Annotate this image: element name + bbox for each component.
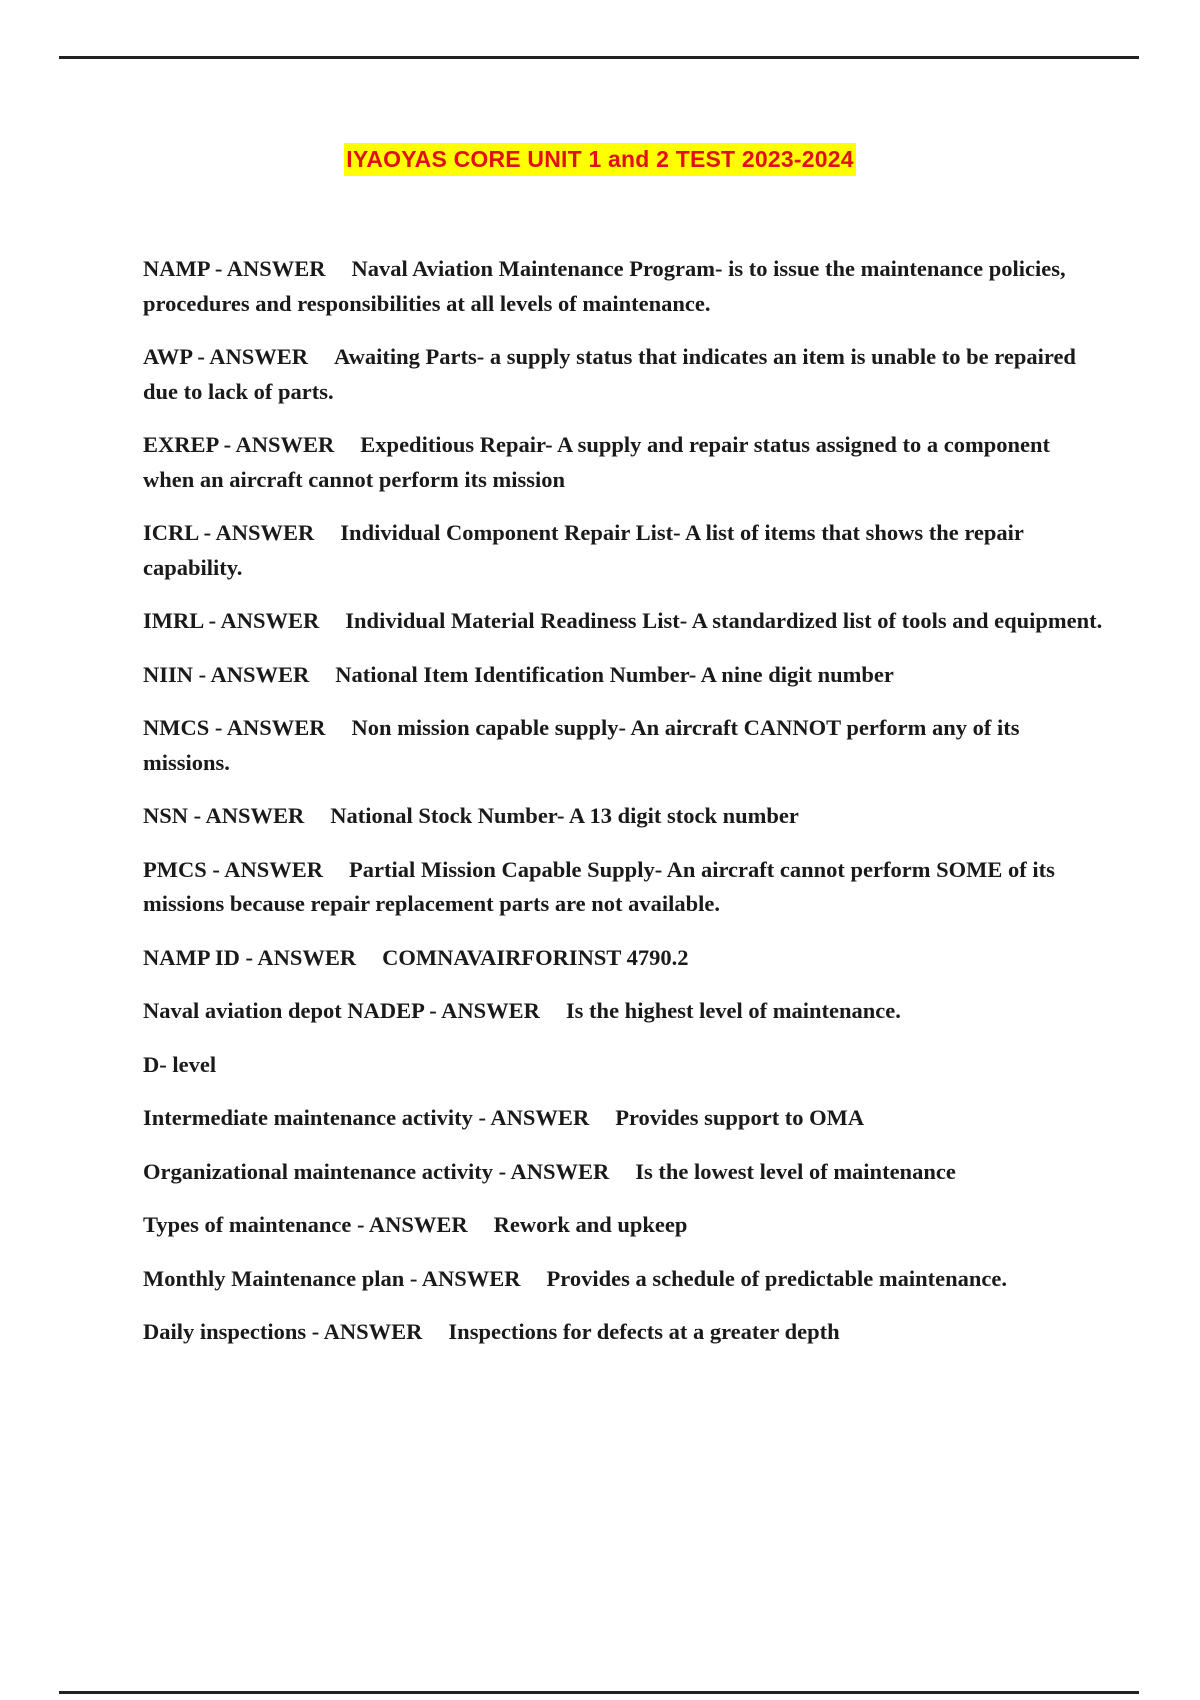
qa-entry (143, 994, 1103, 1029)
qa-entry (143, 252, 1103, 321)
entry-term: Organizational maintenance activity - ANSWER (143, 1158, 610, 1184)
qa-entry (143, 1048, 1103, 1083)
entry-term: NSN - ANSWER (143, 803, 305, 828)
entry-term: Daily inspections - ANSWER (143, 1319, 423, 1344)
qa-entry (143, 799, 1103, 834)
entry-term: Monthly Maintenance plan - ANSWER (143, 1265, 521, 1291)
qa-entry (143, 428, 1103, 497)
entry-definition: Naval Aviation Maintenance Program- is to issue the maintenance policies, procedures and responsibilities at all levels of maintenance. (143, 256, 1066, 316)
entry-term: NAMP - ANSWER (143, 256, 326, 281)
qa-entry (143, 1315, 1103, 1350)
entry-term: ICRL - ANSWER (143, 520, 315, 545)
footer-rule (59, 1691, 1139, 1694)
entry-definition: Provides support to OMA (615, 1105, 865, 1130)
entry-term: Intermediate maintenance activity - ANSWER (143, 1105, 590, 1130)
qa-entry (143, 1262, 1103, 1297)
qa-entry (143, 340, 1103, 409)
qa-entry (143, 853, 1103, 922)
entry-definition: Is the highest level of maintenance. (565, 998, 901, 1023)
qa-entry (143, 1101, 1103, 1136)
entry-definition: Individual Component Repair List- A list of items that shows the repair capability. (143, 520, 1024, 580)
entry-definition: Awaiting Parts- a supply status that indicates an item is unable to be repaired due to lack of parts. (143, 344, 1076, 404)
entry-definition: National Item Identification Number- A nine digit number (335, 661, 894, 687)
entry-term: NIIN - ANSWER (143, 661, 310, 687)
entry-term: Types of maintenance - ANSWER (143, 1212, 468, 1237)
entry-term: EXREP - ANSWER (143, 432, 335, 457)
entry-definition: Inspections for defects at a greater depth (448, 1319, 840, 1344)
entry-definition: Individual Material Readiness List- A standardized list of tools and equipment. (345, 608, 1103, 633)
entry-definition: COMNAVAIRFORINST 4790.2 (382, 944, 689, 970)
qa-entry (143, 1155, 1103, 1190)
entry-term: D- level (143, 1051, 217, 1077)
document-title: IYAOYAS CORE UNIT 1 and 2 TEST 2023-2024 (344, 143, 855, 176)
entry-term: Naval aviation depot NADEP - ANSWER (143, 998, 540, 1023)
qa-entry (143, 711, 1103, 780)
title-container (0, 143, 1200, 176)
qa-entry (143, 516, 1103, 585)
entry-definition: Provides a schedule of predictable maintenance. (546, 1265, 1007, 1291)
entry-definition: Non mission capable supply- An aircraft CANNOT perform any of its missions. (143, 715, 1020, 775)
entry-definition: Partial Mission Capable Supply- An aircraft cannot perform SOME of its missions because repair replacement parts are not available. (143, 856, 1055, 916)
qa-entry (143, 1208, 1103, 1243)
header-rule (59, 56, 1139, 59)
entry-definition: Rework and upkeep (493, 1212, 688, 1237)
entry-term: NAMP ID - ANSWER (143, 944, 357, 970)
qa-entry (143, 604, 1103, 639)
qa-entry (143, 941, 1103, 976)
entry-definition: National Stock Number- A 13 digit stock number (330, 803, 799, 828)
entry-term: AWP - ANSWER (143, 344, 309, 369)
entry-definition: Expeditious Repair- A supply and repair status assigned to a component when an aircraft cannot perform its mission (143, 432, 1051, 492)
entry-definition: Is the lowest level of maintenance (635, 1158, 956, 1184)
entry-term: PMCS - ANSWER (143, 856, 324, 882)
entry-term: NMCS - ANSWER (143, 715, 326, 740)
entry-term: IMRL - ANSWER (143, 608, 320, 633)
qa-list (143, 252, 1103, 1369)
qa-entry (143, 658, 1103, 693)
